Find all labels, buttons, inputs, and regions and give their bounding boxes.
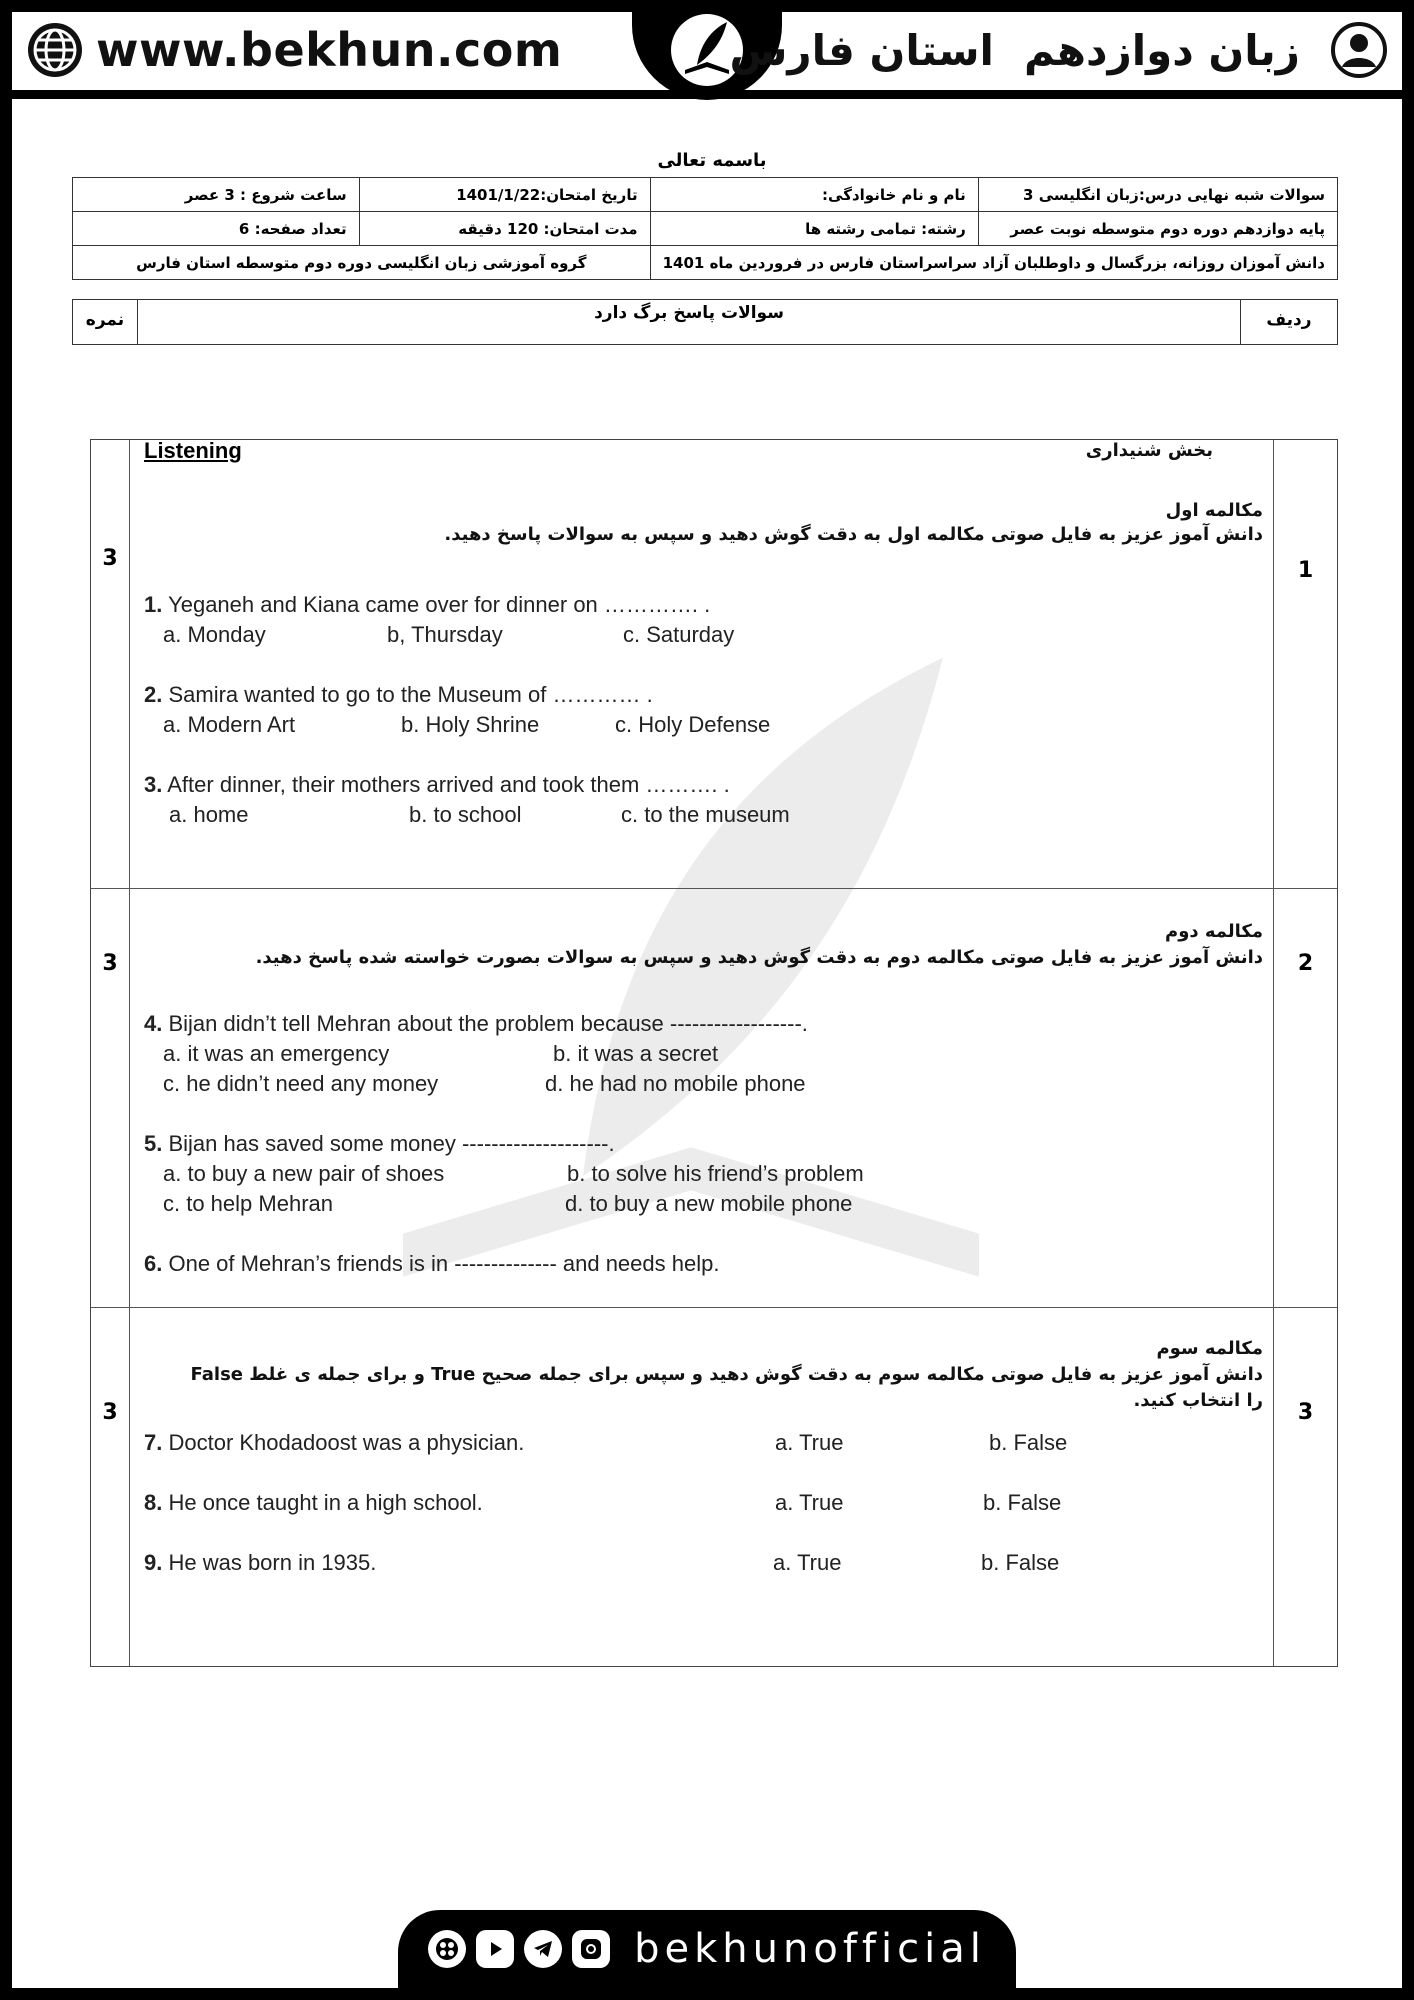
dialogue-title: مکالمه سوم	[1156, 1338, 1263, 1359]
option-c[interactable]: c. Saturday	[623, 622, 735, 647]
row-label: ردیف	[1240, 300, 1337, 344]
question-2: 2. Samira wanted to go to the Museum of ………… .	[144, 682, 653, 707]
question-8: 8. He once taught in a high school.	[144, 1490, 483, 1515]
listening-heading-fa: بخش شنیداری	[1085, 440, 1213, 461]
option-false[interactable]: b. False	[983, 1490, 1062, 1515]
question-4: 4. Bijan didn’t tell Mehran about the problem because ------------------.	[144, 1011, 808, 1036]
question-header-row	[72, 299, 1338, 345]
info-duration: مدت امتحان: 120 دقیقه	[359, 212, 650, 246]
dialogue-title: مکالمه دوم	[1165, 921, 1263, 942]
option-true[interactable]: a. True	[773, 1550, 842, 1575]
option-true[interactable]: a. True	[775, 1490, 844, 1515]
option-b[interactable]: b. to school	[409, 802, 522, 827]
section-score: 3	[102, 1400, 118, 1425]
question-3: 3. After dinner, their mothers arrived and took them ………. .	[144, 772, 730, 797]
question-9: 9. He was born in 1935.	[144, 1550, 377, 1575]
option-false[interactable]: b. False	[989, 1430, 1068, 1455]
section-row-2	[91, 889, 1337, 1308]
option-c[interactable]: c. he didn’t need any money	[163, 1071, 439, 1096]
aparat-icon[interactable]	[428, 1930, 466, 1968]
user-icon	[1330, 21, 1388, 79]
score-label: نمره	[73, 300, 138, 344]
subject-title: زبان دوازدهم	[1023, 25, 1300, 75]
globe-icon	[26, 21, 84, 79]
question-5: 5. Bijan has saved some money --------------------.	[144, 1131, 615, 1156]
province-title: استان فارس	[729, 25, 994, 75]
instagram-icon[interactable]	[572, 1930, 610, 1968]
dialogue-title: مکالمه اول	[1165, 500, 1263, 521]
section-row-1	[91, 440, 1337, 889]
option-b[interactable]: b. to solve his friend’s problem	[567, 1161, 864, 1186]
info-start-time: ساعت شروع : 3 عصر	[73, 178, 360, 212]
section-score: 3	[102, 546, 118, 571]
section-score: 3	[102, 951, 118, 976]
info-grade: پایه دوازدهم دوره دوم متوسطه نوبت عصر	[978, 212, 1337, 246]
info-name-field: نام و نام خانوادگی:	[650, 178, 978, 212]
instructions-cont: را انتخاب کنید.	[1133, 1390, 1263, 1411]
question-6: 6. One of Mehran’s friends is in -------------- and needs help.	[144, 1251, 720, 1276]
instructions: دانش آموز عزیز به فایل صوتی مکالمه دوم به دقت گوش دهید و سپس به سوالات بصورت خواسته شده پاسخ دهید.	[255, 947, 1263, 968]
option-a[interactable]: a. Monday	[163, 622, 266, 647]
info-students: دانش آموزان روزانه، بزرگسال و داوطلبان آزاد سراسراستان فارس در فروردین ماه 1401	[650, 246, 1337, 280]
info-exam-date: تاریخ امتحان:1401/1/22	[359, 178, 650, 212]
website-link[interactable]	[26, 20, 562, 80]
option-true[interactable]: a. True	[775, 1430, 844, 1455]
social-handle: bekhunofficial	[634, 1926, 986, 1972]
answer-sheet-note: سوالات پاسخ برگ دارد	[594, 303, 784, 323]
option-false[interactable]: b. False	[981, 1550, 1060, 1575]
option-c[interactable]: c. Holy Defense	[615, 712, 771, 737]
questions-table	[90, 439, 1338, 1667]
option-b[interactable]: b. Holy Shrine	[401, 712, 540, 737]
option-b[interactable]: b, Thursday	[387, 622, 503, 647]
instructions: دانش آموز عزیز به فایل صوتی مکالمه اول به دقت گوش دهید و سپس به سوالات پاسخ دهید.	[444, 524, 1263, 545]
option-a[interactable]: a. to buy a new pair of shoes	[163, 1161, 445, 1186]
section-number: 3	[1297, 1400, 1314, 1425]
telegram-icon[interactable]	[524, 1930, 562, 1968]
top-banner	[12, 12, 1402, 99]
option-a[interactable]: a. home	[169, 802, 249, 827]
option-d[interactable]: d. to buy a new mobile phone	[565, 1191, 853, 1216]
option-d[interactable]: d. he had no mobile phone	[545, 1071, 806, 1096]
question-1: 1. Yeganeh and Kiana came over for dinner on …………. .	[144, 592, 711, 617]
exam-info-table	[72, 177, 1338, 280]
exam-page	[12, 12, 1402, 1988]
info-field: رشته: تمامی رشته ها	[650, 212, 978, 246]
section-number: 2	[1297, 951, 1314, 976]
youtube-icon[interactable]	[476, 1930, 514, 1968]
listening-heading: Listening	[144, 438, 242, 463]
section-number: 1	[1297, 558, 1314, 583]
question-7: 7. Doctor Khodadoost was a physician.	[144, 1430, 525, 1455]
header-title	[729, 20, 1388, 80]
basmala: باسمه تعالی	[657, 150, 767, 171]
social-footer	[398, 1910, 1016, 1988]
option-a[interactable]: a. it was an emergency	[163, 1041, 390, 1066]
option-c[interactable]: c. to help Mehran	[163, 1191, 333, 1216]
option-a[interactable]: a. Modern Art	[163, 712, 296, 737]
info-page-count: تعداد صفحه: 6	[73, 212, 360, 246]
instructions: دانش آموز عزیز به فایل صوتی مکالمه سوم به دقت گوش دهید و سپس برای جمله صحیح True و برای جمله ی غلط False	[190, 1364, 1263, 1385]
option-c[interactable]: c. to the museum	[621, 802, 790, 827]
section-row-3	[91, 1308, 1337, 1666]
info-subject: سوالات شبه نهایی درس:زبان انگلیسی 3	[978, 178, 1337, 212]
option-b[interactable]: b. it was a secret	[553, 1041, 719, 1066]
info-group: گروه آموزشی زبان انگلیسی دوره دوم متوسطه استان فارس	[73, 246, 651, 280]
website-text: www.bekhun.com	[96, 23, 563, 77]
